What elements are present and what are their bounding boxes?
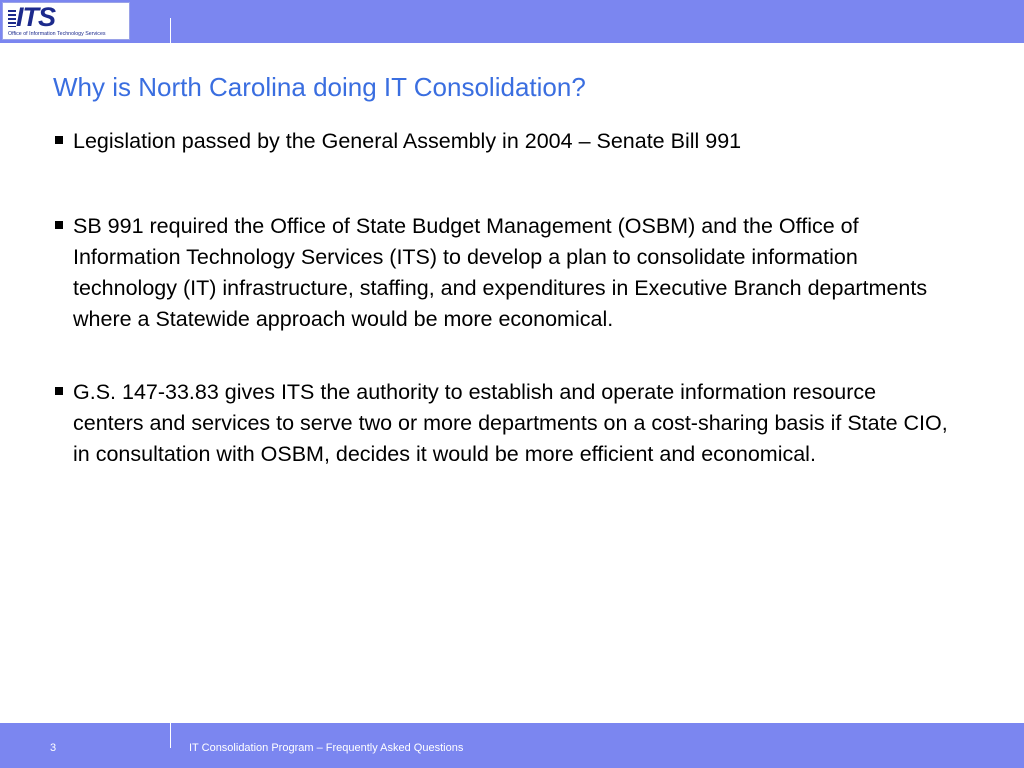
bullet-text: Legislation passed by the General Assembly in 2004 – Senate Bill 991 (73, 129, 742, 153)
header-divider (170, 18, 171, 43)
logo-text: ITS (16, 2, 56, 32)
header-bar (0, 0, 1024, 43)
footer-divider (170, 723, 171, 748)
logo-stripes-icon (8, 10, 16, 27)
bullet-text: SB 991 required the Office of State Budget Management (OSBM) and the Office of Information Technology Services (ITS) to develop a plan to consolidate information technology (IT) infrastructure, staffing, and expenditures in Executive Branch departments where a Statewide approach would be more economical. (73, 214, 928, 331)
square-bullet-icon (55, 221, 63, 229)
page-number: 3 (50, 742, 57, 754)
slide-title: Why is North Carolina doing IT Consolidation? (53, 72, 586, 102)
logo-subtitle: Office of Information Technology Services (8, 31, 106, 37)
footer-bar (0, 723, 1024, 768)
bullet-text: G.S. 147-33.83 gives ITS the authority to establish and operate information resource centers and services to serve two or more departments on a cost-sharing basis if State CIO, in consultation with OSBM, decides it would be more efficient and economical. (73, 380, 948, 466)
square-bullet-icon (55, 136, 63, 144)
footer-title: IT Consolidation Program – Frequently Asked Questions (189, 742, 464, 754)
square-bullet-icon (55, 387, 63, 395)
its-logo (2, 2, 130, 40)
